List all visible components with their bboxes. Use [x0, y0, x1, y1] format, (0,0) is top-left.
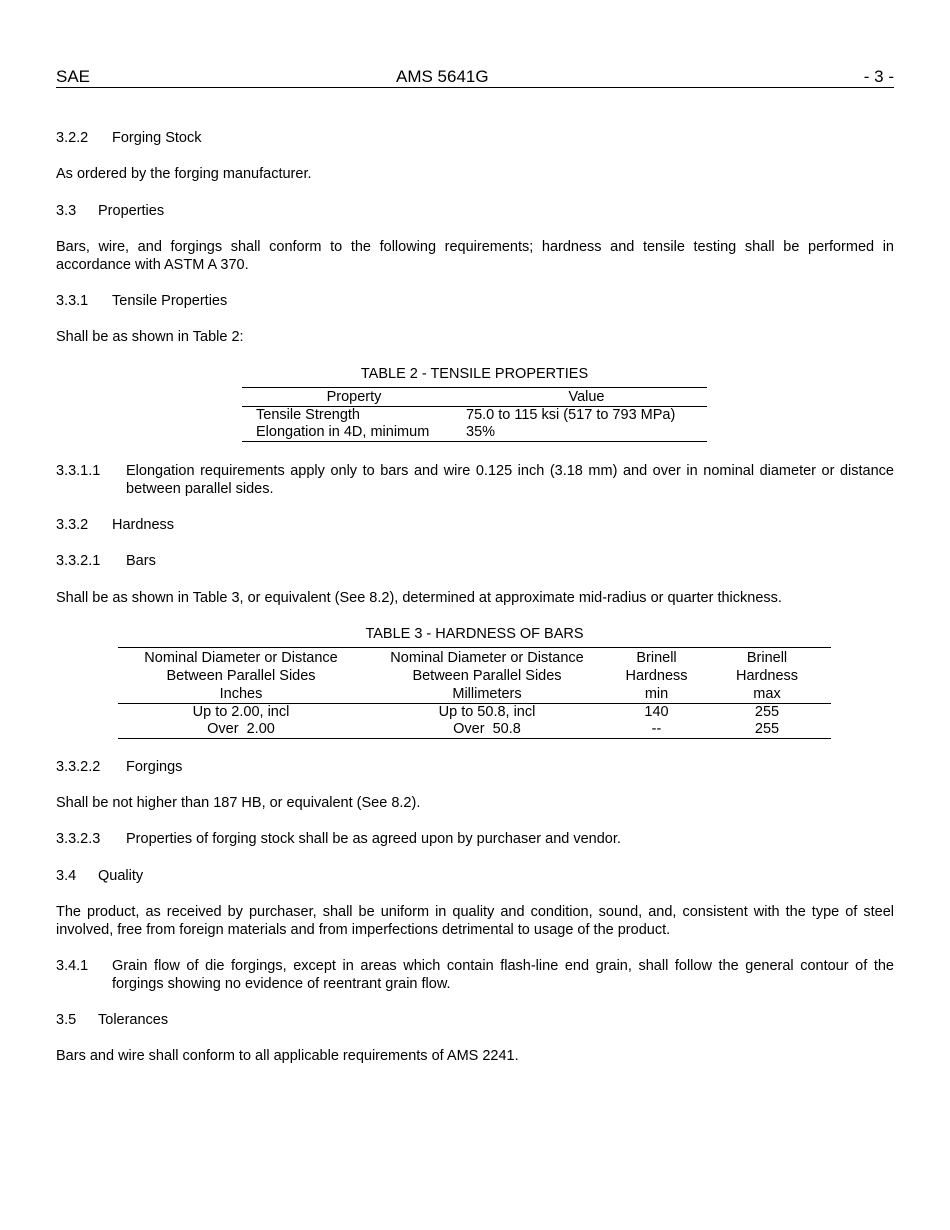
section-number: 3.3.2.2	[56, 759, 101, 775]
paragraph: Grain flow of die forgings, except in areas which contain flash-line end grain, shall follow the general contour of the forgings showing no evidence of reentrant grain flow.	[112, 958, 894, 992]
paragraph: Shall be as shown in Table 3, or equivalent (See 8.2), determined at approximate mid-radius or quarter thickness.	[56, 590, 782, 606]
section-heading-3-4	[56, 867, 143, 885]
header-page-number: - 3 -	[863, 67, 894, 86]
section-heading-3-3-1	[56, 292, 227, 310]
header-line: min	[644, 686, 669, 702]
table-3-hardness-of-bars	[118, 647, 831, 739]
table-cell: 255	[754, 721, 780, 737]
table-cell: Up to 2.00, incl	[192, 704, 290, 720]
header-doc-number: AMS 5641G	[396, 67, 489, 86]
section-heading-3-3-2	[56, 516, 174, 534]
table-row	[242, 407, 707, 425]
table-2-title: TABLE 2 - TENSILE PROPERTIES	[360, 366, 589, 382]
section-heading-3-3-2-1	[56, 552, 156, 570]
section-number: 3.3.1	[56, 293, 89, 309]
paragraph: The product, as received by purchaser, shall be uniform in quality and condition, sound, and, consistent with the type of steel involved, free from foreign materials and from imperfections detrimental to usage of the product.	[56, 904, 894, 938]
table-cell: 255	[754, 704, 780, 720]
header-line: Inches	[219, 686, 263, 702]
section-title: Tensile Properties	[112, 293, 228, 309]
section-title: Properties	[98, 203, 165, 219]
header-line: max	[753, 686, 781, 702]
section-heading-3-5	[56, 1011, 168, 1029]
table-header-cell	[703, 648, 831, 704]
header-line: Hardness	[735, 668, 799, 684]
table-header-cell	[364, 648, 610, 704]
header-line: Nominal Diameter or Distance	[390, 650, 584, 666]
paragraph: Bars and wire shall conform to all applicable requirements of AMS 2241.	[56, 1048, 519, 1064]
section-number: 3.4	[56, 868, 77, 884]
section-title: Tolerances	[98, 1012, 169, 1028]
header-line: Hardness	[625, 668, 688, 684]
section-number: 3.5	[56, 1012, 77, 1028]
paragraph: Bars, wire, and forgings shall conform to the following requirements; hardness and tensile testing shall be performed in accordance with ASTM A 370.	[56, 239, 894, 273]
section-title: Quality	[98, 868, 144, 884]
header-line: Nominal Diameter or Distance	[144, 650, 338, 666]
table-cell: Elongation in 4D, minimum	[256, 424, 430, 440]
table-cell: 35%	[466, 424, 496, 440]
page-header	[56, 68, 894, 88]
table-row	[118, 721, 831, 739]
table-cell: Over 2.00	[207, 721, 275, 737]
section-title: Bars	[126, 553, 156, 569]
table-cell: 140	[644, 704, 669, 720]
paragraph: Shall be not higher than 187 HB, or equivalent (See 8.2).	[56, 795, 421, 811]
section-number: 3.3.2	[56, 517, 89, 533]
header-line: Brinell	[746, 650, 788, 666]
table-cell: Up to 50.8, incl	[438, 704, 536, 720]
header-line: Millimeters	[452, 686, 522, 702]
table-cell: Over 50.8	[453, 721, 521, 737]
section-heading-3-3	[56, 202, 164, 220]
section-heading-3-3-2-2	[56, 758, 182, 776]
table-header-cell	[118, 648, 364, 704]
section-number: 3.3	[56, 203, 77, 219]
section-number: 3.3.2.1	[56, 553, 101, 569]
paragraph: As ordered by the forging manufacturer.	[56, 166, 312, 182]
table-cell: 75.0 to 115 ksi (517 to 793 MPa)	[466, 407, 676, 423]
section-number-3-3-1-1: 3.3.1.1	[56, 463, 101, 479]
section-title: Forgings	[126, 759, 183, 775]
header-line: Between Parallel Sides	[412, 668, 562, 684]
paragraph: Shall be as shown in Table 2:	[56, 329, 244, 345]
header-line: Brinell	[636, 650, 677, 666]
paragraph: Elongation requirements apply only to bars and wire 0.125 inch (3.18 mm) and over in nominal diameter or distance between parallel sides.	[126, 463, 894, 497]
section-number: 3.2.2	[56, 130, 89, 146]
table-header-cell: Value	[466, 388, 707, 407]
table-3-title: TABLE 3 - HARDNESS OF BARS	[365, 626, 584, 642]
table-cell: Tensile Strength	[256, 407, 360, 423]
table-cell: --	[651, 721, 662, 737]
section-heading-3-2-2	[56, 129, 201, 147]
section-heading-3-3-2-3	[56, 830, 621, 848]
table-row	[242, 424, 707, 442]
header-org: SAE	[56, 67, 91, 86]
header-line: Between Parallel Sides	[166, 668, 316, 684]
table-row	[118, 704, 831, 722]
table-2-tensile-properties	[242, 387, 707, 442]
table-header-cell: Property	[242, 388, 466, 407]
paragraph: Properties of forging stock shall be as agreed upon by purchaser and vendor.	[126, 831, 621, 847]
table-header-cell	[610, 648, 703, 704]
section-title: Forging Stock	[112, 130, 202, 146]
section-number-3-4-1: 3.4.1	[56, 958, 89, 974]
section-title: Hardness	[112, 517, 175, 533]
section-number: 3.3.2.3	[56, 831, 101, 847]
